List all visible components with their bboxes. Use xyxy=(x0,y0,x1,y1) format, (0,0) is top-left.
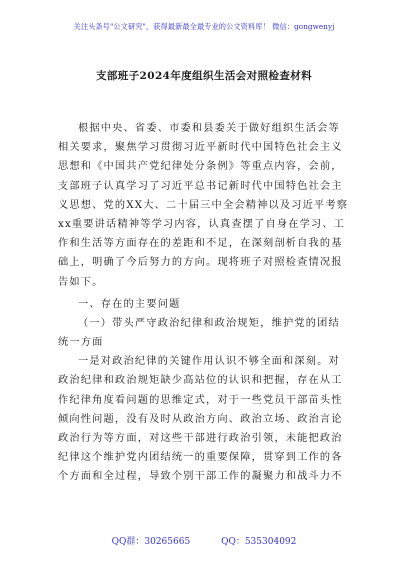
body-line: 政治行为等方面，对这些干部进行政治引领，未能把政治 xyxy=(58,433,343,444)
body-line: 个方面和全过程，导致个别干部工作的凝聚力和战斗力不 xyxy=(58,471,343,483)
body-line: 政治纪律和政治规矩缺少高站位的认识和把握，存在从工 xyxy=(58,375,343,387)
body-line: 义思想、党的XX大、二十届三中全会精神以及习近平考察 xyxy=(58,199,349,211)
header-banner: 关注头条号"公文研究"，获得最新最全最专业的公文资料库！ 微信：gongwenyj xyxy=(73,22,335,31)
document-body xyxy=(58,119,354,487)
body-line: 相关要求，聚焦学习贯彻习近平新时代中国特色社会主义 xyxy=(58,142,343,154)
body-line: 告如下。 xyxy=(58,276,104,288)
body-line: 作纪律角度看问题的思维定式，对于一些党员干部苗头性 xyxy=(58,394,343,406)
body-line: 纪律这个维护党内团结统一的重要保障，贯穿到工作的各 xyxy=(58,452,343,464)
body-line: 作和生活等方面存在的差距和不足，在深刻剖析自我的基 xyxy=(58,238,343,250)
footer-qq: QQ：535304092 xyxy=(221,537,297,547)
body-line: 一、存在的主要问题 xyxy=(78,298,181,310)
body-line: 根据中央、省委、市委和县委关于做好组织生活会等 xyxy=(78,123,340,134)
body-line: 一是对政治纪律的关键作用认识不够全面和深刻。对 xyxy=(78,356,340,368)
footer-contact xyxy=(0,534,408,547)
body-line: xx重要讲话精神等学习内容，认真查摆了自身在学习、工 xyxy=(58,218,346,230)
body-line: （一）带头严守政治纪律和政治规矩，维护党的团结 xyxy=(78,317,340,329)
document-title: 支部班子2024年度组织生活会对照检查材料 xyxy=(95,70,313,82)
body-line: 思想和《中国共产党纪律处分条例》等重点内容，会前， xyxy=(58,161,343,173)
body-line: 支部班子认真学习了习近平总书记新时代中国特色社会主 xyxy=(58,180,343,192)
body-line: 统一方面 xyxy=(58,337,104,349)
footer-qq-group: QQ群：30265665 xyxy=(111,537,191,547)
body-line: 倾向性问题，没有及时从政治方向、政治立场、政治言论 xyxy=(58,413,343,425)
body-line: 础上，明确了今后努力的方向。现将班子对照检查情况报 xyxy=(58,257,343,269)
